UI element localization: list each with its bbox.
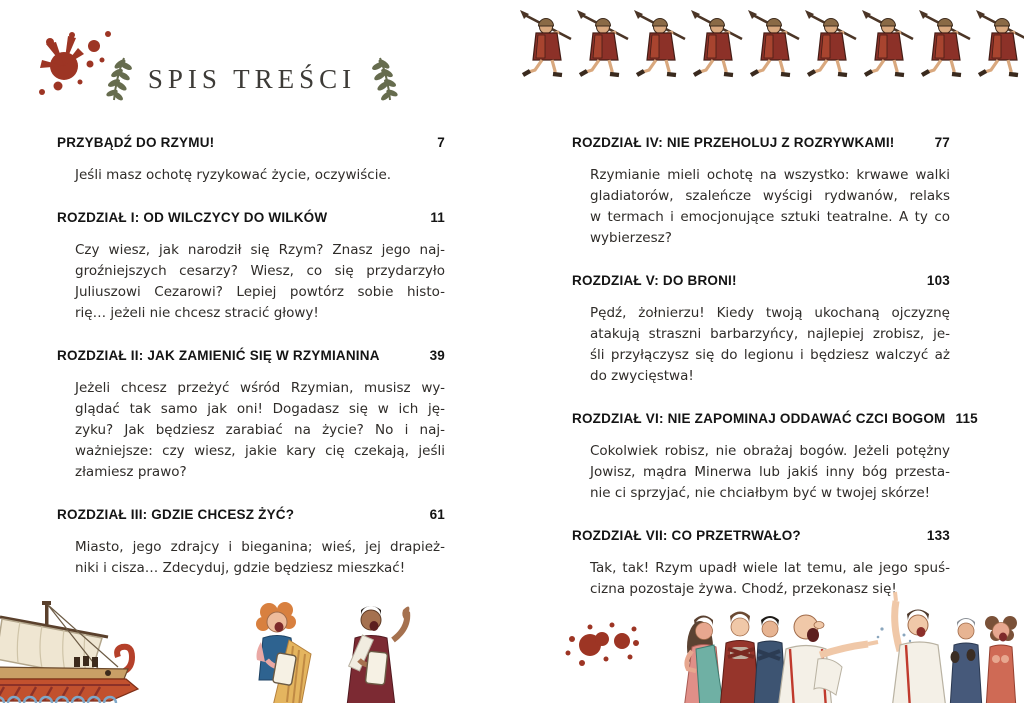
chapter-page-number: 7 bbox=[437, 135, 445, 150]
ink-splatter-icon bbox=[560, 617, 642, 671]
chapter-description: Pędź, żołnierzu! Kiedy twoją ukochaną ojczyznę atakują straszni barbarzyńcy, najlepiej zrobisz, je- śli przyłączysz się do legionu i będziesz walczyć aż do zwycięstwa! bbox=[590, 305, 950, 384]
toc-entry bbox=[57, 133, 445, 186]
toc-entry bbox=[57, 505, 445, 579]
laurel-branch-icon bbox=[372, 56, 398, 102]
crowd-woman-teal bbox=[684, 616, 724, 703]
roman-soldier-icon bbox=[918, 6, 975, 80]
chapter-title: ROZDZIAŁ VI: NIE ZAPOMINAJ ODDAWAĆ CZCI BOGOM bbox=[572, 411, 946, 426]
singing-figures-icon bbox=[227, 596, 429, 703]
chapter-page-number: 103 bbox=[926, 273, 950, 288]
chapter-description: Jeśli masz ochotę ryzykować życie, oczywiście. bbox=[75, 167, 392, 183]
page-title-row bbox=[57, 56, 447, 102]
roman-soldier-icon bbox=[747, 6, 804, 80]
crowd-man-cap bbox=[950, 618, 982, 703]
chapter-title: ROZDZIAŁ I: OD WILCZYCY DO WILKÓW bbox=[57, 210, 328, 225]
crowd-bald-orator bbox=[778, 615, 884, 703]
chapter-description: Tak, tak! Rzym upadł wiele lat temu, ale jego spuś- cizna pozostaje żywa. Chodź, przekonasz się! bbox=[590, 560, 950, 597]
toc-left-column bbox=[57, 133, 445, 579]
roman-soldier-icon bbox=[633, 6, 690, 80]
page-title: SPIS TREŚCI bbox=[147, 63, 357, 94]
chapter-title: ROZDZIAŁ III: GDZIE CHCESZ ŻYĆ? bbox=[57, 507, 295, 522]
chapter-page-number: 77 bbox=[934, 135, 950, 150]
roman-soldier-icon bbox=[804, 6, 861, 80]
roman-galley-icon bbox=[0, 597, 162, 703]
chapter-page-number: 61 bbox=[429, 507, 445, 522]
chapter-title: ROZDZIAŁ IV: NIE PRZEHOLUJ Z ROZRYWKAMI! bbox=[572, 135, 895, 150]
toc-entry bbox=[572, 409, 978, 504]
roman-soldier-icon bbox=[690, 6, 747, 80]
toc-entry bbox=[572, 133, 950, 249]
soldier-row bbox=[519, 6, 1024, 82]
roman-soldier-icon bbox=[519, 6, 576, 80]
chapter-description: Czy wiesz, jak narodził się Rzym? Znasz jego naj- groźniejszych cesarzy? Wiesz, co się przydarzyło Juliuszowi Cezarowi? Lepiej powtórz sobie histo- rię… jeżeli nie chcesz stracić głowy! bbox=[75, 242, 445, 321]
crowd-woman-coral bbox=[985, 616, 1017, 703]
chapter-page-number: 11 bbox=[430, 210, 445, 225]
chapter-title: ROZDZIAŁ VII: CO PRZETRWAŁO? bbox=[572, 528, 801, 543]
chapter-title: ROZDZIAŁ V: DO BRONI! bbox=[572, 273, 737, 288]
singing-woman bbox=[256, 602, 311, 703]
chapter-description: Cokolwiek robisz, nie obrażaj bogów. Jeżeli potężny Jowisz, mądra Minerwa lub jakiś inny bóg przesta- nie ci sprzyjać, nie chciałbym być w twojej skórze! bbox=[590, 443, 950, 501]
arguing-crowd-icon bbox=[674, 589, 1024, 703]
roman-soldier-icon bbox=[576, 6, 633, 80]
laurel-branch-icon bbox=[106, 56, 132, 102]
chapter-title: PRZYBĄDŹ DO RZYMU! bbox=[57, 135, 215, 150]
toc-right-column bbox=[572, 133, 978, 600]
chapter-page-number: 39 bbox=[429, 348, 445, 363]
singing-man bbox=[347, 606, 409, 703]
chapter-page-number: 115 bbox=[955, 411, 978, 426]
roman-soldier-icon bbox=[861, 6, 918, 80]
chapter-page-number: 133 bbox=[926, 528, 950, 543]
chapter-description: Miasto, jego zdrajcy i bieganina; wieś, jej drapież- niki i cisza… Zdecyduj, gdzie będziesz mieszkać! bbox=[75, 539, 445, 576]
crowd-orator-pointing-up bbox=[892, 592, 946, 703]
toc-entry bbox=[57, 208, 445, 324]
toc-entry bbox=[57, 346, 445, 483]
chapter-description: Jeżeli chcesz przeżyć wśród Rzymian, musisz wy- glądać tak samo jak oni! Dogadasz się w ich ję- zyku? Jak będziesz zarabiać na życie? No i naj- ważniejsze: czy wiesz, jakie kary cię czekają, jeśli złamiesz prawo? bbox=[75, 380, 445, 480]
crowd-man-red-toga bbox=[720, 612, 760, 703]
roman-soldier-icon bbox=[975, 6, 1024, 80]
chapter-title: ROZDZIAŁ II: JAK ZAMIENIĆ SIĘ W RZYMIANINA bbox=[57, 348, 380, 363]
toc-entry bbox=[572, 271, 950, 387]
chapter-description: Rzymianie mieli ochotę na wszystko: krwawe walki gladiatorów, szaleńcze wyścigi rydwanów, relaks w termach i emocjonujące sztuki teatralne. A ty co wybierzesz? bbox=[590, 167, 950, 246]
